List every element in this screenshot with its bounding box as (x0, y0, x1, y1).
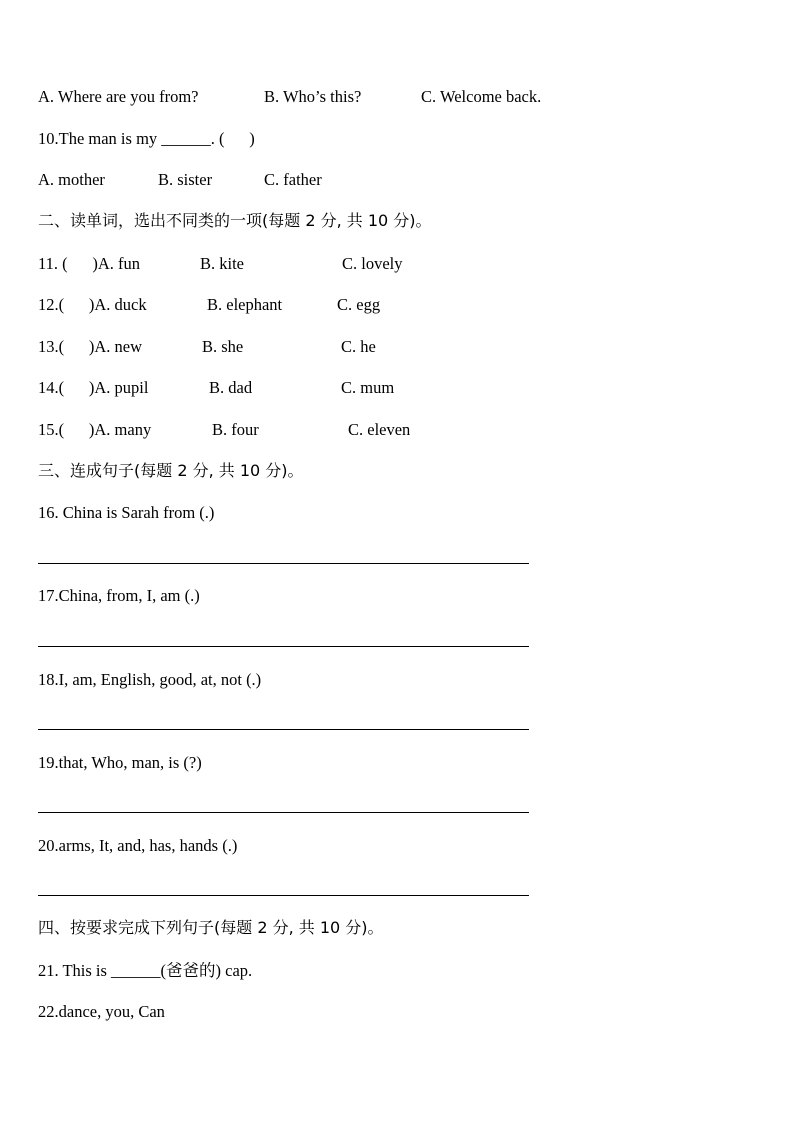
section-4-heading: 四、按要求完成下列句子(每题 2 分, 共 10 分)。 (38, 918, 384, 937)
q10-text: 10.The man is my ______. ( ) (38, 129, 255, 148)
q15-option-c: C. eleven (348, 420, 411, 439)
q15-stem: 15.( )A. many (38, 420, 152, 439)
q16-text: 16. China is Sarah from (.) (38, 503, 215, 522)
q20-answer-line[interactable] (38, 895, 529, 896)
q14-option-c: C. mum (341, 378, 395, 397)
q14-stem: 14.( )A. pupil (38, 378, 149, 397)
q15-option-b: B. four (212, 420, 259, 439)
section-2-heading: 二、读单词，选出不同类的一项(每题 2 分, 共 10 分)。 (38, 211, 432, 230)
q10-option-b: B. sister (158, 170, 213, 189)
q22-text: 22.dance, you, Can (38, 1002, 165, 1021)
q19-text: 19.that, Who, man, is (?) (38, 753, 202, 772)
q9-option-a: A. Where are you from? (38, 87, 199, 106)
q11-option-b: B. kite (200, 254, 244, 273)
q18-answer-line[interactable] (38, 729, 529, 730)
q18-text: 18.I, am, English, good, at, not (.) (38, 670, 262, 689)
q12-option-c: C. egg (337, 295, 381, 314)
q12-option-b: B. elephant (207, 295, 283, 314)
q17-answer-line[interactable] (38, 646, 529, 647)
q10-option-a: A. mother (38, 170, 105, 189)
q13-stem: 13.( )A. new (38, 337, 143, 356)
q13-option-b: B. she (202, 337, 244, 356)
q10-option-c: C. father (264, 170, 322, 189)
q21-text: 21. This is ______(爸爸的) cap. (38, 961, 253, 980)
q17-text: 17.China, from, I, am (.) (38, 586, 200, 605)
q12-stem: 12.( )A. duck (38, 295, 147, 314)
section-3-heading: 三、连成句子(每题 2 分, 共 10 分)。 (38, 461, 304, 480)
q20-text: 20.arms, It, and, has, hands (.) (38, 836, 238, 855)
q14-option-b: B. dad (209, 378, 253, 397)
q13-option-c: C. he (341, 337, 376, 356)
q9-option-b: B. Who’s this? (264, 87, 362, 106)
q11-option-c: C. lovely (342, 254, 403, 273)
q11-stem: 11. ( )A. fun (38, 254, 141, 273)
q19-answer-line[interactable] (38, 812, 529, 813)
q9-option-c: C. Welcome back. (421, 87, 542, 106)
q16-answer-line[interactable] (38, 563, 529, 564)
